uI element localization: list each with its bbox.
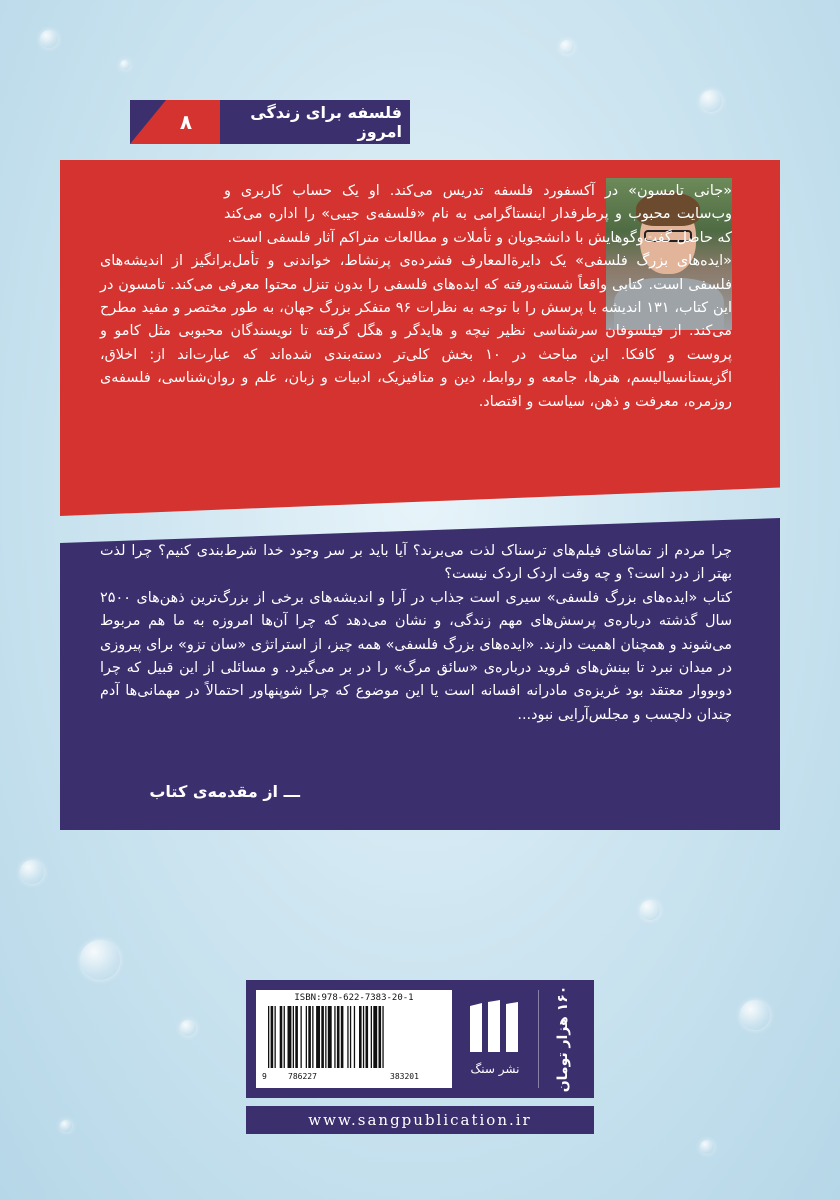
barcode-stripe xyxy=(280,1006,283,1068)
barcode-stripe xyxy=(293,1006,294,1068)
barcode-stripe xyxy=(306,1006,307,1068)
barcode-stripe xyxy=(371,1006,372,1068)
water-drop xyxy=(60,1120,72,1132)
barcode-stripe xyxy=(328,1006,332,1068)
series-number: ۸ xyxy=(179,110,193,134)
publisher-name: نشر سنگ xyxy=(470,1062,520,1076)
intro-excerpt-text xyxy=(100,540,732,727)
price-label: ۱۶۰ هزار تومان xyxy=(555,985,571,1093)
barcode-stripe xyxy=(363,1006,364,1068)
barcode-stripe xyxy=(373,1006,377,1068)
excerpt-source: ـــ از مقدمه‌ی کتاب xyxy=(149,781,300,801)
intro-summary-paragraph: کتاب «ایده‌های بزرگ فلسفی» سیری است جذاب در آرا و اندیشه‌های برخی از بزرگ‌ترین ذهن‌های ۲۵۰۰ سال گذشته درباره‌ی پرسش‌های مهم زندگی، و نشان می‌دهد که چرا آن‌ها امروزه به ما هم مربوط می‌شوند و همچنان اهمیت دارند. «ایده‌های بزرگ فلسفی» همه چیز، از استراتژی «سان تزو» برای پیروزی در میدان نبرد تا بینش‌های فروید درباره‌ی «سائق مرگ» را در بر می‌گیرد. و مسائلی از این قبیل که چرا دوبووار معتقد بود غریزه‌ی مادرانه افسانه است یا این موضوع که چرا شوپنهاور احتمالاً در مهمانی‌ها آدم چندان دلچسب و مجلس‌آرایی نبود... xyxy=(100,589,732,723)
barcode-stripe xyxy=(288,1006,292,1068)
barcode-stripe xyxy=(316,1006,320,1068)
water-drop xyxy=(640,900,660,920)
barcode-stripe xyxy=(325,1006,326,1068)
isbn-label: ISBN:978-622-7383-20-1 xyxy=(294,993,414,1003)
water-drop xyxy=(40,30,58,48)
water-drop xyxy=(560,40,574,54)
barcode-stripe xyxy=(359,1006,362,1068)
barcode-digit-left: 9 xyxy=(262,1072,267,1081)
barcode-stripe xyxy=(347,1006,348,1068)
book-description-paragraph: «ایده‌های بزرگ فلسفی» یک دایرةالمعارف فشرده‌ی پرنشاط، خواندنی و تأمل‌برانگیز از اندیشه‌های فلسفی است. کتابی واقعاً شسته‌ورفته که ایده‌های فلسفی را بدون تنزل محتوا معرفی می‌کند. تامسون در این کتاب، ۱۳۱ اندیشه یا پرسش را با توجه به نظرات ۹۶ متفکر بزرگ جهان، به طور مختصر و مفید مطرح می‌کند. از فیلسوفان سرشناسی نظیر نیچه و هایدگر و هگل گرفته تا نویسندگان محبوبی مثل کامو و پروست و کافکا. این مباحث در ۱۰ بخش کلی‌تر دسته‌بندی شده‌اند که عبارت‌اند از: اخلاق، اگزیستانسیالیسم، هنرها، جامعه و روابط، دین و متافیزیک، ادبیات و زبان، علم و روان‌شناسی، فلسفه‌ی روزمره، معرفت و ذهن، سیاست و اقتصاد. xyxy=(100,253,732,410)
barcode-stripe xyxy=(275,1006,276,1068)
barcode-stripe xyxy=(354,1006,355,1068)
barcode-stripe xyxy=(382,1006,383,1068)
barcode-stripe xyxy=(312,1006,313,1068)
author-bio-paragraph: «جانی تامسون» در آکسفورد فلسفه تدریس می‌کند. او یک حساب کاربری و وب‌سایت محبوب و پرطرفدار اینستاگرامی به نام «فلسفه‌ی جیبی» را اداره می‌کند که حاصل گفت‌وگوهایش با دانشجویان و تأملات و مطالعات متراکم آثار فلسفی است. xyxy=(224,183,732,246)
barcode-stripe xyxy=(321,1006,324,1068)
barcode-stripe xyxy=(308,1006,311,1068)
water-drop xyxy=(80,940,120,980)
intro-questions-paragraph: چرا مردم از تماشای فیلم‌های ترسناک لذت می‌برند؟ آیا باید بر سر وجود خدا شرط‌بندی کنیم؟ چرا لذت بهتر از درد است؟ و چه وقت اردک اردک نیست؟ xyxy=(100,543,732,583)
barcode-stripe xyxy=(271,1006,274,1068)
water-drop xyxy=(740,1000,770,1030)
three-bars-logo-icon xyxy=(466,998,524,1056)
barcode-stripe xyxy=(350,1006,351,1068)
barcode-stripe xyxy=(337,1006,340,1068)
water-drop xyxy=(20,860,44,884)
water-drop xyxy=(180,1020,196,1036)
website-url[interactable]: www.sangpublication.ir xyxy=(246,1106,594,1134)
barcode-stripe xyxy=(295,1006,298,1068)
series-title: فلسفه برای زندگی امروز xyxy=(250,103,402,141)
water-drop xyxy=(700,1140,714,1154)
barcode-stripe xyxy=(341,1006,344,1068)
barcode-stripe xyxy=(268,1006,269,1068)
author-description-text xyxy=(100,180,732,414)
barcode-stripe xyxy=(301,1006,302,1068)
barcode-stripe xyxy=(379,1006,382,1068)
barcode-icon xyxy=(262,1006,446,1070)
water-drop xyxy=(120,60,130,70)
water-drop xyxy=(700,90,722,112)
barcode-digits-right: 383201 xyxy=(390,1072,419,1081)
barcode-stripe xyxy=(284,1006,285,1068)
barcode-digits-mid: 786227 xyxy=(288,1072,317,1081)
barcode-stripe xyxy=(366,1006,369,1068)
barcode-stripe xyxy=(334,1006,335,1068)
